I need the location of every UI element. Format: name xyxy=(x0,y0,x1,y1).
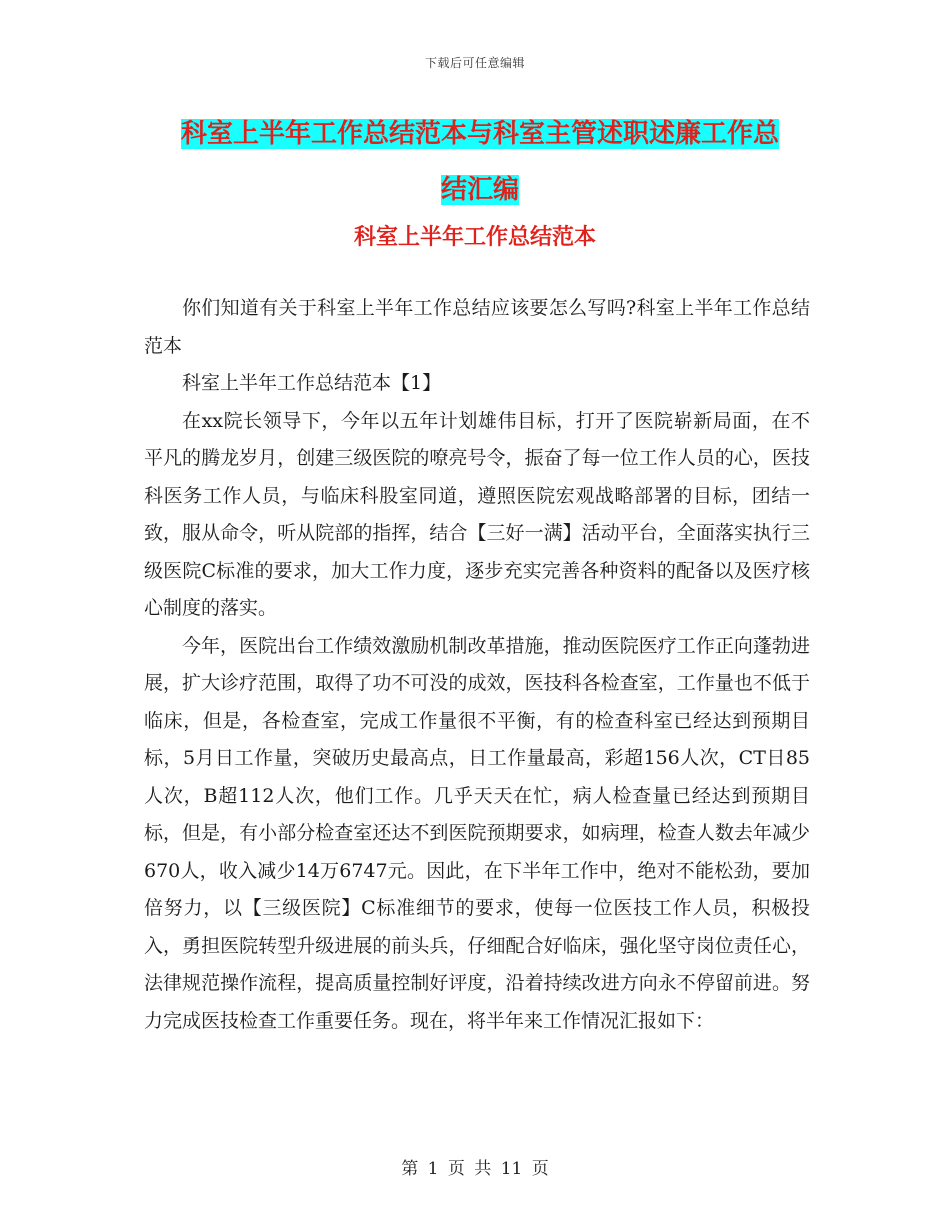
page-footer: 第 1 页 共 11 页 xyxy=(401,1159,549,1179)
document-title-line-1: 科室上半年工作总结范本与科室主管述职述廉工作总 xyxy=(180,119,779,149)
paragraph: 在xx院长领导下，今年以五年计划雄伟目标，打开了医院崭新局面，在不平凡的腾龙岁月，创建三级医院的嘹亮号令，振奋了每一位工作人员的心，医技科医务工作人员，与临床科股室同道，遵照医院宏观战略部署的目标，团结一致，服从命令，听从院部的指挥，结合【三好一满】活动平台，全面落实执行三级医院C标准的要求，加大工作力度，逐步充实完善各种资料的配备以及医疗核心制度的落实。 xyxy=(144,409,810,619)
paragraph: 今年，医院出台工作绩效激励机制改革措施，推动医院医疗工作正向蓬勃进展，扩大诊疗范围，取得了功不可没的成效，医技科各检查室，工作量也不低于临床，但是，各检查室，完成工作量很不平衡，有的检查科室已经达到预期目标，5月日工作量，突破历史最高点，日工作量最高，彩超156人次，CT日85人次，B超112人次，他们工作。几乎天天在忙，病人检查量已经达到预期目标，但是，有小部分检查室还达不到医院预期要求，如病理，检查人数去年减少670人，收入减少14万6747元。因此，在下半年工作中，绝对不能松劲，要加倍努力，以【三级医院】C标准细节的要求，使每一位医技工作人员，积极投入，勇担医院转型升级进展的前头兵，仔细配合好临床，强化坚守岗位责任心，法律规范操作流程，提高质量控制好评度，沿着持续改进方向永不停留前进。努力完成医技检查工作重要任务。现在，将半年来工作情况汇报如下： xyxy=(144,634,810,1032)
section-title: 科室上半年工作总结范本 xyxy=(353,225,596,250)
paragraph-intro: 你们知道有关于科室上半年工作总结应该要怎么写吗?科室上半年工作总结范本 xyxy=(144,297,810,357)
document-title xyxy=(150,106,810,218)
document-title-line-2: 结汇编 xyxy=(440,175,519,205)
header-note: 下载后可任意编辑 xyxy=(424,56,525,70)
body-text xyxy=(144,290,810,1040)
paragraph-subheading: 科室上半年工作总结范本【1】 xyxy=(182,372,442,394)
